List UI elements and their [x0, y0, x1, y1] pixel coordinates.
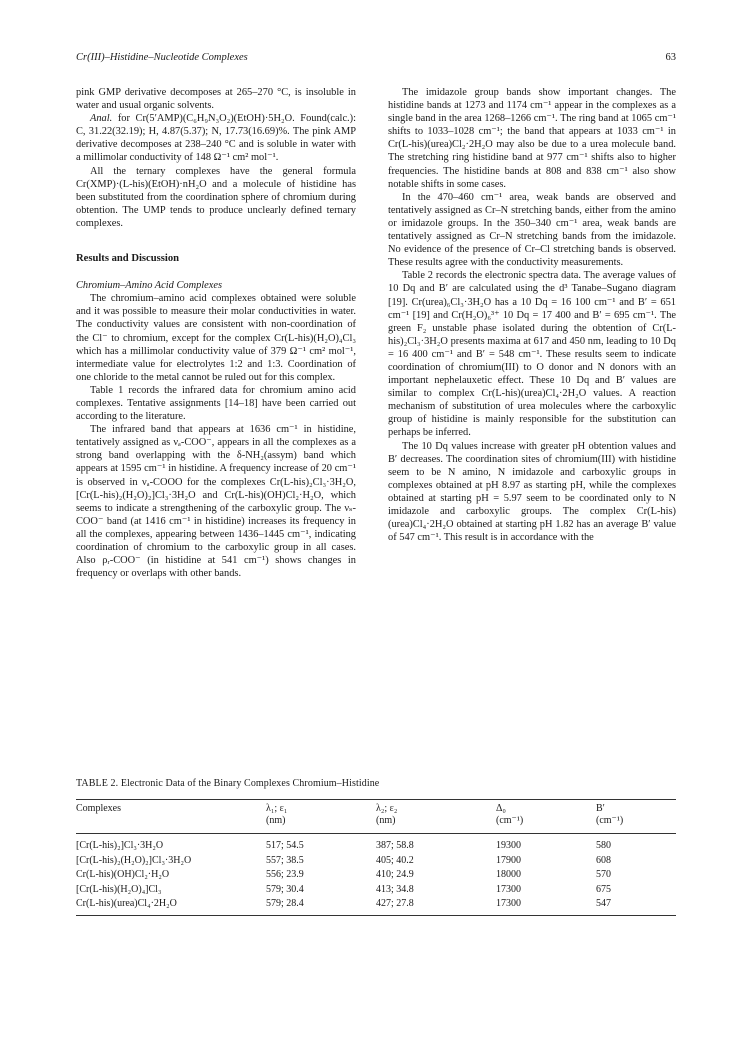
- cell-lambda2: 413; 34.8: [376, 883, 414, 895]
- cell-lambda2: 387; 58.8: [376, 840, 414, 851]
- paragraph: Table 2 records the electronic spectra data. The average values of 10 Dq and B′ are calculated using the d³ Tanabe–Sugano diagram [19]. Cr(urea)₆Cl₃·3H₂O has a 10 Dq = 16 100 cm⁻¹ and B′ = 651 cm⁻¹ [19] and Cr(H₂O)₆³⁺ 10 Dq = 17 400 and B′ = 695 cm⁻¹. The green F₂ unstable phase isolated during the obtention of Cr(L-his)₂Cl₃·3H₂O presents maxima at 617 and 450 nm, leading to 10 Dq = 16 400 cm⁻¹ and B′ = 548 cm⁻¹. These results seem to indicate coordination of chromium(III) to O donor and N donors with an important nephelauxetic effect. These 10 Dq and B′ values are similar to complex Cr(L-his)(urea)Cl₄·2H₂O values. A reaction mechanism of substitution of urea molecules where the carboxylic group of histidine is mainly responsible for the substitution can perhaps be inferred.: [388, 270, 676, 439]
- table-2: [76, 778, 676, 916]
- cell-b-prime: 547: [596, 898, 611, 909]
- cell-complex: [Cr(L-his)₂(H₂O)₂]Cl₃·3H₂O: [76, 854, 192, 866]
- cell-lambda1: 579; 28.4: [266, 898, 304, 909]
- cell-b-prime: 608: [596, 854, 611, 866]
- paragraph: In the 470–460 cm⁻¹ area, weak bands are observed and tentatively assigned as Cr–N stretching bands, either from the amino or imidazole groups. In the 350–340 cm⁻¹ area, weak bands are tentatively assigned as Cr–N stretching bands from the imidazole. No evidence of the presence of Cr–Cl stretching bands is observed. These results agree with the conductivity measurements.: [388, 191, 676, 269]
- cell-lambda2: 427; 27.8: [376, 898, 414, 909]
- cell-lambda1: 579; 30.4: [266, 883, 304, 895]
- header-lambda1: λ₁; ε₁ (nm): [266, 803, 288, 826]
- cell-delta0: 19300: [496, 840, 521, 851]
- analysis-text: for Cr(5′AMP)(C₆H₉N₃O₂)(EtOH)·5H₂O. Found(calc.): C, 31.22(32.19); H, 4.87(5.37); N, 17.73(16.69)%. The pink AMP derivative decomposes at 238–240 °C and is soluble in water with a millimolar conductivity of 148 Ω⁻¹ cm² mol⁻¹.: [76, 113, 356, 164]
- cell-complex: [Cr(L-his)(H₂O)₄]Cl₃: [76, 883, 162, 895]
- table-row: [76, 883, 676, 898]
- section-heading: Results and Discussion: [76, 253, 180, 265]
- cell-b-prime: 570: [596, 869, 611, 880]
- data-table: [76, 799, 676, 916]
- cell-complex: Cr(L-his)(urea)Cl₄·2H₂O: [76, 898, 177, 909]
- paragraph: pink GMP derivative decomposes at 265–270 °C, is insoluble in water and usual organic solvents.: [76, 87, 356, 112]
- header-b-prime: B′ (cm⁻¹): [596, 803, 624, 826]
- header-delta0: Δ₀ (cm⁻¹): [496, 803, 524, 826]
- right-column: [388, 86, 676, 544]
- analysis-paragraph: [76, 112, 356, 164]
- table-header-row: [76, 800, 676, 834]
- cell-b-prime: 580: [596, 840, 611, 851]
- paragraph: All the ternary complexes have the general formula Cr(XMP)·(L-his)(EtOH)·nH₂O and a molecule of histidine has been substituted from the coordination sphere of chromium during obtention. The UMP tends to produce unclearly defined ternary complexes.: [76, 165, 356, 229]
- header-lambda2: λ₂; ε₂ (nm): [376, 803, 398, 826]
- cell-lambda1: 517; 54.5: [266, 840, 304, 851]
- cell-lambda2: 410; 24.9: [376, 869, 414, 880]
- paragraph: The infrared band that appears at 1636 cm⁻¹ in histidine, tentatively assigned as νₐ-COO⁻, appears in all the complexes as a strong band overlapping with the δ-NH₂(assym) band which appears at 1595 cm⁻¹ in histidine. A frequency increase of 20 cm⁻¹ is observed in νₐ-COOO for the complexes Cr(L-his)₂Cl₃·3H₂O, [Cr(L-his)₂(H₂O)₂]Cl₃·3H₂O and Cr(L-his)(OH)Cl₂·H₂O, which seems to indicate a strengthening of the carboxylic group. The νₛ-COO⁻ band (at 1416 cm⁻¹ in histidine) increases its frequency in all the complexes, appearing between 1436–1445 cm⁻¹, indicating coordination of chromium to the carboxylic group in all cases. Also ρᵣ-COO⁻ (in histidine at 541 cm⁻¹) shows changes in frequency or overlaps with other bands.: [76, 424, 356, 580]
- cell-b-prime: 675: [596, 883, 611, 895]
- cell-delta0: 17300: [496, 883, 521, 895]
- table-caption: TABLE 2. Electronic Data of the Binary Complexes Chromium–Histidine: [76, 778, 380, 789]
- table-row: [76, 868, 676, 883]
- cell-complex: [Cr(L-his)₂]Cl₃·3H₂O: [76, 840, 164, 851]
- paragraph: The imidazole group bands show important changes. The histidine bands at 1273 and 1174 cm⁻¹ appear in the complexes as a single band in the area 1268–1266 cm⁻¹. The ring band at 1065 cm⁻¹ shifts to 1033–1028 cm⁻¹; the band that appears at 1033 cm⁻¹ in Cr(L-his)(urea)Cl₂·2H₂O may also be due to a urea molecule band. The stretching ring histidine band at 977 cm⁻¹ shifts also to higher frequencies. The histidine bands at 808 and 838 cm⁻¹ also show notable shifts in some cases.: [388, 87, 676, 190]
- cell-lambda1: 556; 23.9: [266, 869, 304, 880]
- cell-lambda1: 557; 38.5: [266, 854, 304, 866]
- paragraph: Table 1 records the infrared data for chromium amino acid complexes. Tentative assignments [14–18] have been carried out according to the literature.: [76, 384, 356, 423]
- paragraph: The 10 Dq values increase with greater pH obtention values and B′ decreases. The coordination sites of chromium(III) with histidine seem to be N amino, N imidazole and carboxylic groups in complexes obtained at pH 8.97 as starting pH, while the complexes obtained at starting pH = 5.97 seem to be coordinated only to N imidazole and carboxylic groups. The complex Cr(L-his)(urea)Cl₄·2H₂O obtained at starting pH 1.82 has an average B′ value of 547 cm⁻¹. This result is in accordance with the: [388, 440, 676, 544]
- cell-delta0: 18000: [496, 869, 521, 880]
- paragraph: The chromium–amino acid complexes obtained were soluble and it was possible to measure their molar conductivities in water. The conductivity values are consistent with non-coordination of the Cl⁻ to chromium, except for the complex Cr(L-his)(H₂O)₄Cl₃ which has a millimolar conductivity value of 379 Ω⁻¹ cm² mol⁻¹, intermediate value for electrolytes 1:2 and 1:3. Coordination of one chloride to the metal cannot be ruled out for this complex.: [76, 293, 356, 383]
- table-row: [76, 897, 676, 915]
- header-complexes: Complexes: [76, 803, 121, 814]
- table-row: [76, 854, 676, 869]
- page-number: 63: [665, 52, 676, 63]
- cell-delta0: 17900: [496, 854, 521, 866]
- page-header: [76, 52, 676, 68]
- subsection-heading: Chromium–Amino Acid Complexes: [76, 280, 223, 292]
- cell-lambda2: 405; 40.2: [376, 854, 414, 866]
- left-column: [76, 86, 356, 580]
- analysis-lead: Anal.: [90, 113, 113, 125]
- cell-delta0: 17300: [496, 898, 521, 909]
- cell-complex: Cr(L-his)(OH)Cl₂·H₂O: [76, 869, 170, 880]
- table-row: [76, 834, 676, 854]
- running-title: Cr(III)–Histidine–Nucleotide Complexes: [76, 52, 248, 63]
